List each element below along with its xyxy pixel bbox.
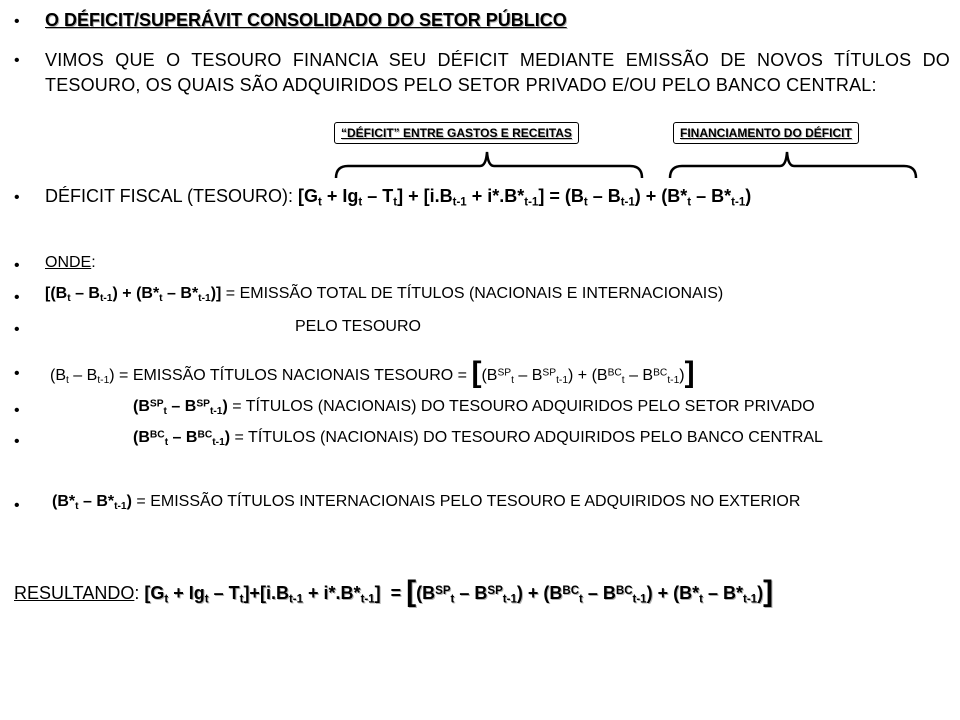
national-emission-text: = EMISSÃO TÍTULOS NACIONAIS TESOURO = bbox=[119, 367, 467, 384]
pelo-tesouro-text: PELO TESOURO bbox=[295, 318, 421, 335]
bullet: • bbox=[14, 321, 20, 338]
international-emission-line: $(B*_t - B*_{t-1})$ = EMISSÃO TÍTULOS INTERNACIONAIS PELO TESOURO E ADQUIRIDOS NO EXTERIOR bbox=[52, 493, 801, 513]
deficit-equation bbox=[45, 186, 751, 207]
label-deficit-gap: “DÉFICIT” ENTRE GASTOS E RECEITAS bbox=[334, 122, 579, 144]
label-deficit-financing: FINANCIAMENTO DO DÉFICIT bbox=[673, 122, 859, 144]
bullet: • bbox=[14, 257, 20, 274]
slide-title: O DÉFICIT/SUPERÁVIT CONSOLIDADO DO SETOR PÚBLICO bbox=[45, 10, 567, 30]
resultando-line: RESULTANDO: $[G_t + Ig_t - T_t]+[i.B_{t-1} + i*.B*_{t-1}] = [(B^{SP}_t - B^{SP}_{t-1}) + (B^{BC}_t - B^{BC}_{t-1}) + (B*_t - B*_{t-1})]$ bbox=[14, 575, 774, 608]
bullet: • bbox=[14, 497, 20, 514]
intro-paragraph: VIMOS QUE O TESOURO FINANCIA SEU DÉFICIT MEDIANTE EMISSÃO DE NOVOS TÍTULOS DO TESOURO, OS QUAIS SÃO ADQUIRIDOS PELO SETOR PRIVADO E/OU PELO BANCO CENTRAL: bbox=[45, 50, 950, 95]
private-sector-line: $(B^{SP}_t - B^{SP}_{t-1})$ = TÍTULOS (NACIONAIS) DO TESOURO ADQUIRIDOS PELO SETOR PRIVADO bbox=[133, 398, 815, 418]
national-emission-line: $(B_t - B_{t-1})$ = EMISSÃO TÍTULOS NACIONAIS TESOURO = $[(B^{SP}_t - B^{SP}_{t-1}) + (B^{BC}_t - B^{BC}_{t-1})]$ bbox=[50, 356, 695, 389]
bullet: • bbox=[14, 189, 20, 206]
deficit-formula-right: = $(B_t - B_{t-1}) + (B*_t - B*_{t-1})$ bbox=[549, 186, 752, 209]
bullet: • bbox=[14, 402, 20, 419]
bullet: • bbox=[14, 13, 20, 30]
total-emission-line: $[(B_t - B_{t-1}) + (B*_t - B*_{t-1})]$ = EMISSÃO TOTAL DE TÍTULOS (NACIONAIS E INTERNACIONAIS) bbox=[45, 285, 724, 305]
international-emission-text: = EMISSÃO TÍTULOS INTERNACIONAIS PELO TESOURO E ADQUIRIDOS NO EXTERIOR bbox=[136, 493, 801, 510]
bullet: • bbox=[14, 433, 20, 450]
bullet: • bbox=[14, 365, 20, 382]
bullet: • bbox=[14, 52, 20, 69]
central-bank-text: = TÍTULOS (NACIONAIS) DO TESOURO ADQUIRIDOS PELO BANCO CENTRAL bbox=[234, 429, 823, 446]
deficit-label: DÉFICIT FISCAL (TESOURO): bbox=[45, 186, 294, 206]
central-bank-line: $(B^{BC}_t - B^{BC}_{t-1})$ = TÍTULOS (NACIONAIS) DO TESOURO ADQUIRIDOS PELO BANCO CENTRAL bbox=[133, 429, 823, 449]
onde-line: ONDE: bbox=[45, 254, 96, 271]
deficit-formula-left: $[G_t + Ig_t - T_t] + [i.B_{t-1} + i*.B*_{t-1}]$ bbox=[298, 186, 545, 209]
total-emission-text: = EMISSÃO TOTAL DE TÍTULOS (NACIONAIS E INTERNACIONAIS) bbox=[225, 285, 724, 302]
bullet: • bbox=[14, 289, 20, 306]
resultando-label: RESULTANDO bbox=[14, 583, 135, 603]
onde-label: ONDE bbox=[45, 254, 92, 271]
private-sector-text: = TÍTULOS (NACIONAIS) DO TESOURO ADQUIRIDOS PELO SETOR PRIVADO bbox=[232, 398, 815, 415]
